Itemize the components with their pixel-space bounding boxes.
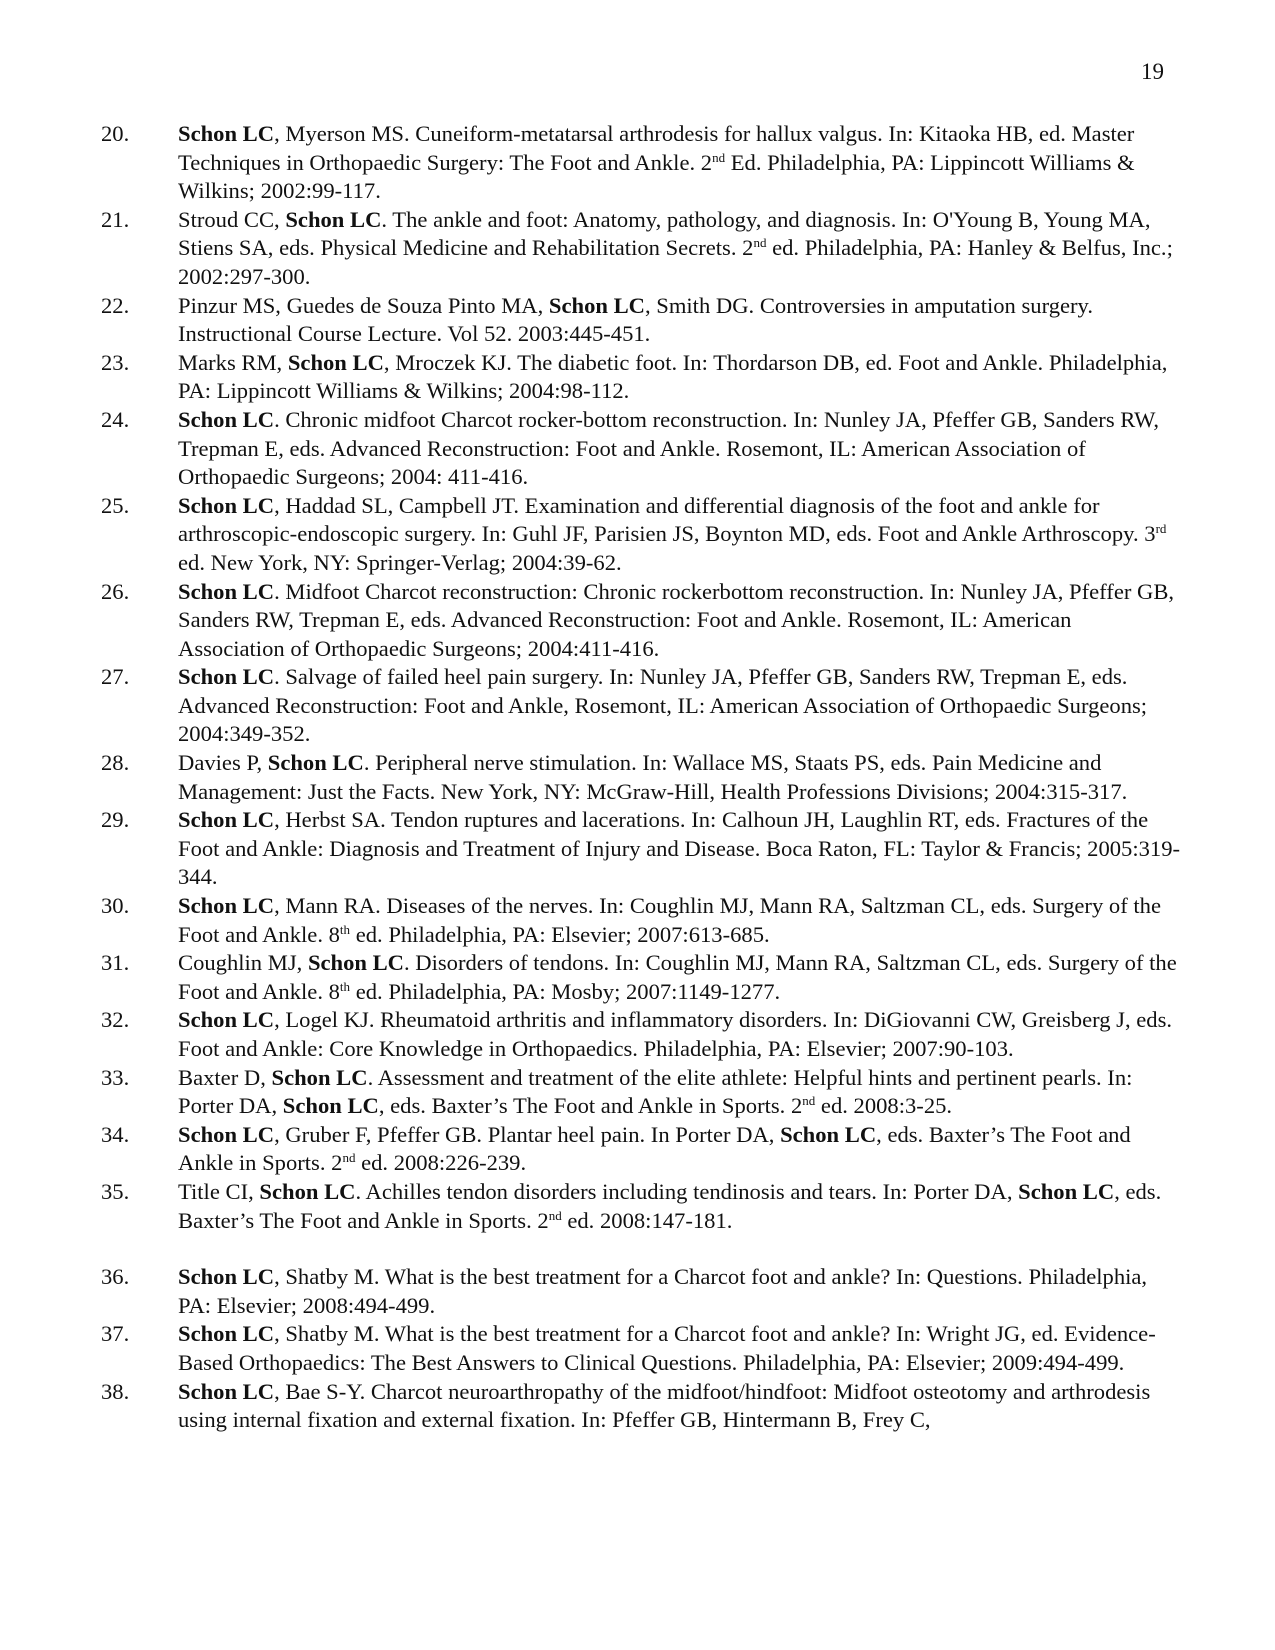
reference-item: [101, 749, 1181, 806]
author-name-bold: Schon LC: [267, 750, 364, 776]
reference-item: [101, 892, 1181, 949]
reference-number: 22.: [101, 292, 130, 318]
reference-number: 29.: [101, 807, 130, 833]
reference-number: 30.: [101, 893, 130, 919]
reference-number: 38.: [101, 1378, 130, 1404]
ordinal-suffix: nd: [712, 149, 726, 165]
reference-item: [101, 1064, 1181, 1121]
author-name-bold: Schon LC: [282, 1093, 379, 1119]
reference-number: 21.: [101, 206, 130, 232]
ordinal-suffix: nd: [802, 1093, 816, 1109]
reference-item: [101, 406, 1181, 492]
ordinal-suffix: th: [339, 921, 351, 937]
reference-text: Schon LC, Logel KJ. Rheumatoid arthritis and inflammatory disorders. In: DiGiovanni CW, Greisberg J, eds. Foot and Ankle: Core Knowledge in Orthopaedics. Philadelphia, PA: Elsevier; 2007:90-103.: [178, 1007, 1173, 1061]
page-number: 19: [1141, 59, 1164, 84]
reference-text: Schon LC. Midfoot Charcot reconstruction: Chronic rockerbottom reconstruction. In: Nunley JA, Pfeffer GB, Sanders RW, Trepman E, eds. Advanced Reconstruction: Foot and Ankle. Rosemont, IL: American Association of Orthopaedic Surgeons; 2004:411-416.: [178, 578, 1175, 661]
reference-number: 20.: [101, 121, 130, 146]
reference-number: 25.: [101, 492, 130, 518]
reference-number: 27.: [101, 664, 130, 690]
author-name-bold: Schon LC: [1018, 1178, 1115, 1204]
reference-text: Schon LC, Shatby M. What is the best treatment for a Charcot foot and ankle? In: Questions. Philadelphia, PA: Elsevier; 2008:494-499.: [178, 1264, 1148, 1318]
reference-text: Schon LC, Bae S-Y. Charcot neuroarthropathy of the midfoot/hindfoot: Midfoot osteotomy and arthrodesis using internal fixation and external fixation. In: Pfeffer GB, Hintermann B, Frey C,: [178, 1378, 1151, 1433]
author-name-bold: Schon LC: [548, 292, 645, 318]
reference-number: 37.: [101, 1321, 130, 1347]
author-name-bold: Schon LC: [271, 1064, 368, 1090]
reference-text: Schon LC. Chronic midfoot Charcot rocker-bottom reconstruction. In: Nunley JA, Pfeffer GB, Sanders RW, Trepman E, eds. Advanced Reconstruction: Foot and Ankle. Rosemont, IL: American Association of Orthopaedic Surgeons; 2004: 411-416.: [178, 406, 1159, 490]
reference-number: 35.: [101, 1178, 130, 1204]
reference-number: 31.: [101, 950, 130, 976]
reference-text: Title CI, Schon LC. Achilles tendon disorders including tendinosis and tears. In: Porter DA, Schon LC, eds. Baxter’s The Foot and Ankle in Sports. 2nd ed. 2008:147-181.: [178, 1178, 1162, 1233]
reference-item: [101, 1178, 1181, 1235]
reference-number: 26.: [101, 578, 130, 604]
reference-item: [101, 492, 1181, 578]
ordinal-suffix: th: [339, 978, 351, 994]
ordinal-suffix: rd: [1155, 521, 1167, 537]
author-name-bold: Schon LC: [178, 893, 275, 919]
reference-text: Schon LC. Salvage of failed heel pain surgery. In: Nunley JA, Pfeffer GB, Sanders RW, Trepman E, eds. Advanced Reconstruction: Foot and Ankle, Rosemont, IL: American Association of Orthopaedic Surgeons; 2004:349-352.: [178, 664, 1148, 747]
author-name-bold: Schon LC: [178, 664, 275, 690]
ordinal-suffix: nd: [753, 235, 767, 251]
reference-item: [101, 578, 1181, 664]
reference-number: 24.: [101, 406, 130, 432]
reference-item: [101, 1263, 1181, 1320]
reference-number: 32.: [101, 1007, 130, 1033]
reference-text: Coughlin MJ, Schon LC. Disorders of tendons. In: Coughlin MJ, Mann RA, Saltzman CL, eds. Surgery of the Foot and Ankle. 8th ed. Philadelphia, PA: Mosby; 2007:1149-1277.: [178, 950, 1177, 1004]
author-name-bold: Schon LC: [287, 349, 384, 375]
author-name-bold: Schon LC: [178, 492, 275, 518]
reference-item: [101, 1121, 1181, 1178]
reference-text: Pinzur MS, Guedes de Souza Pinto MA, Schon LC, Smith DG. Controversies in amputation surgery. Instructional Course Lecture. Vol 52. 2003:445-451.: [178, 292, 1094, 347]
reference-item: [101, 663, 1181, 749]
reference-number: 34.: [101, 1121, 130, 1147]
author-name-bold: Schon LC: [178, 406, 275, 432]
reference-text: Schon LC, Herbst SA. Tendon ruptures and lacerations. In: Calhoun JH, Laughlin RT, eds. Fractures of the Foot and Ankle: Diagnosis and Treatment of Injury and Disease. Boca Raton, FL: Taylor & Francis; 2005:319-344.: [178, 807, 1181, 890]
reference-text: Stroud CC, Schon LC. The ankle and foot: Anatomy, pathology, and diagnosis. In: O'Young B, Young MA, Stiens SA, eds. Physical Medicine and Rehabilitation Secrets. 2nd ed. Philadelphia, PA: Hanley & Belfus, Inc.; 2002:297-300.: [178, 206, 1173, 289]
author-name-bold: Schon LC: [178, 578, 275, 604]
reference-number: 33.: [101, 1064, 130, 1090]
reference-number: 23.: [101, 349, 130, 375]
author-name-bold: Schon LC: [178, 1378, 275, 1404]
reference-text: Schon LC, Gruber F, Pfeffer GB. Plantar heel pain. In Porter DA, Schon LC, eds. Baxter’s The Foot and Ankle in Sports. 2nd ed. 2008:226-239.: [178, 1121, 1131, 1176]
author-name-bold: Schon LC: [178, 807, 275, 833]
ordinal-suffix: nd: [548, 1207, 562, 1223]
reference-item: [101, 1320, 1181, 1377]
reference-text: Schon LC, Mann RA. Diseases of the nerves. In: Coughlin MJ, Mann RA, Saltzman CL, eds. Surgery of the Foot and Ankle. 8th ed. Philadelphia, PA: Elsevier; 2007:613-685.: [178, 893, 1161, 947]
reference-item: [101, 1006, 1181, 1063]
reference-list: [101, 120, 1181, 1435]
author-name-bold: Schon LC: [259, 1178, 356, 1204]
reference-item: [101, 349, 1181, 406]
reference-text: Schon LC, Haddad SL, Campbell JT. Examination and differential diagnosis of the foot and ankle for arthroscopic-endoscopic surgery. In: Guhl JF, Parisien JS, Boynton MD, eds. Foot and Ankle Arthroscopy. 3rd ed. New York, NY: Springer-Verlag; 2004:39-62.: [178, 492, 1167, 575]
reference-item: [101, 292, 1181, 349]
author-name-bold: Schon LC: [178, 121, 275, 146]
reference-text: Schon LC, Myerson MS. Cuneiform-metatarsal arthrodesis for hallux valgus. In: Kitaoka HB, ed. Master Techniques in Orthopaedic Surgery: The Foot and Ankle. 2nd Ed. Philadelphia, PA: Lippincott Williams & Wilkins; 2002:99-117.: [178, 121, 1135, 204]
ordinal-suffix: nd: [342, 1150, 356, 1166]
author-name-bold: Schon LC: [307, 950, 404, 976]
reference-text: Schon LC, Shatby M. What is the best treatment for a Charcot foot and ankle? In: Wright JG, ed. Evidence-Based Orthopaedics: The Best Answers to Clinical Questions. Philadelphia, PA: Elsevier; 2009:494-499.: [178, 1321, 1156, 1375]
reference-item: [101, 206, 1181, 292]
reference-item: [101, 949, 1181, 1006]
reference-item: [101, 1378, 1181, 1435]
author-name-bold: Schon LC: [178, 1121, 275, 1147]
reference-text: Baxter D, Schon LC. Assessment and treatment of the elite athlete: Helpful hints and pertinent pearls. In: Porter DA, Schon LC, eds. Baxter’s The Foot and Ankle in Sports. 2nd ed. 2008:3-25.: [178, 1064, 1133, 1119]
reference-item: [101, 806, 1181, 892]
reference-item: [101, 120, 1181, 206]
author-name-bold: Schon LC: [285, 206, 382, 232]
reference-number: 28.: [101, 750, 130, 776]
author-name-bold: Schon LC: [178, 1264, 275, 1290]
author-name-bold: Schon LC: [178, 1321, 275, 1347]
reference-text: Davies P, Schon LC. Peripheral nerve stimulation. In: Wallace MS, Staats PS, eds. Pain Medicine and Management: Just the Facts. New York, NY: McGraw-Hill, Health Professions Divisions; 2004:315-317.: [178, 750, 1128, 804]
reference-number: 36.: [101, 1264, 130, 1290]
author-name-bold: Schon LC: [178, 1007, 275, 1033]
author-name-bold: Schon LC: [780, 1121, 877, 1147]
reference-text: Marks RM, Schon LC, Mroczek KJ. The diabetic foot. In: Thordarson DB, ed. Foot and Ankle. Philadelphia, PA: Lippincott Williams & Wilkins; 2004:98-112.: [178, 349, 1168, 404]
